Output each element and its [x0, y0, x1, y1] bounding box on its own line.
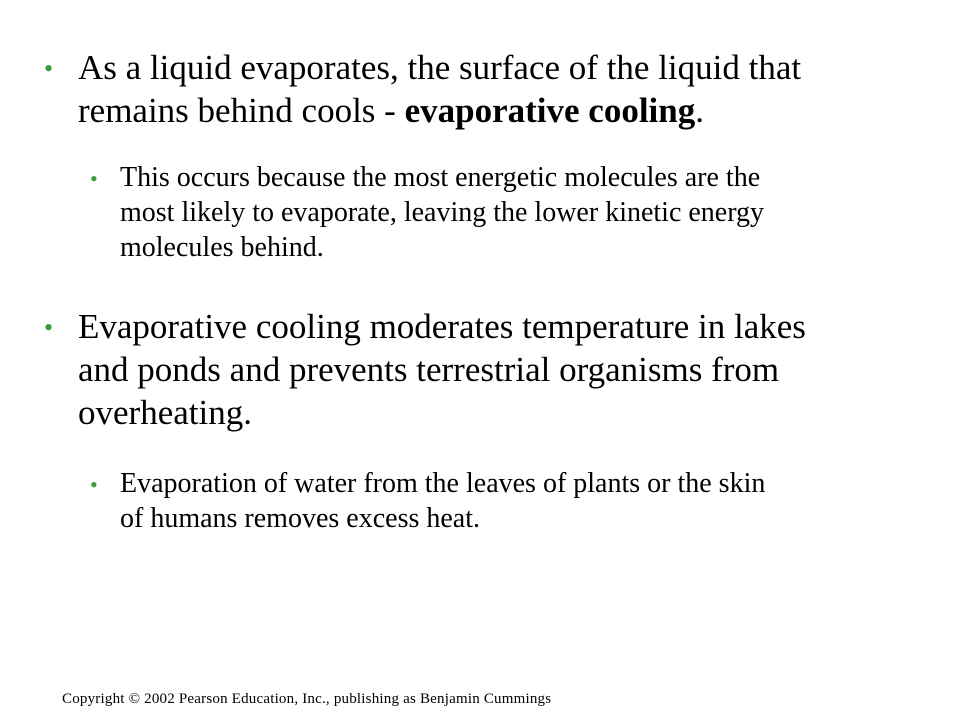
bullet-evaporative-cooling: [44, 46, 802, 132]
sub-bullet-evaporation-leaves: [90, 466, 766, 536]
sub-bullet-text-line: This occurs because the most energetic molecules are the: [120, 162, 761, 193]
bullet-icon: •: [44, 313, 54, 342]
sub-bullet-energetic-molecules: [90, 160, 765, 265]
bullet-text-fragment: remains behind cools -: [78, 91, 405, 130]
sub-bullet-text-line: most likely to evaporate, leaving the lower kinetic energy: [120, 197, 765, 228]
bullet-text-line: [78, 89, 801, 132]
sub-bullet-text-line: Evaporation of water from the leaves of plants or the skin: [120, 468, 766, 499]
bullet-text-line: overheating.: [78, 393, 252, 432]
sub-bullet-text-line: molecules behind.: [120, 232, 324, 263]
bullet-text-line: and ponds and prevents terrestrial organisms from: [78, 350, 780, 389]
bullet-icon: •: [44, 54, 54, 83]
bullet-text-suffix: .: [695, 91, 704, 130]
bullet-text-line: As a liquid evaporates, the surface of the liquid that: [78, 48, 802, 87]
bullet-text-line: Evaporative cooling moderates temperature in lakes: [78, 307, 806, 346]
bullet-icon: •: [90, 472, 98, 497]
sub-bullet-text-line: of humans removes excess heat.: [120, 503, 480, 534]
bullet-moderates-temperature: [44, 305, 806, 434]
emphasis-term: evaporative cooling: [404, 91, 696, 130]
copyright-notice: Copyright © 2002 Pearson Education, Inc., publishing as Benjamin Cummings: [62, 691, 552, 707]
bullet-icon: •: [90, 166, 98, 191]
